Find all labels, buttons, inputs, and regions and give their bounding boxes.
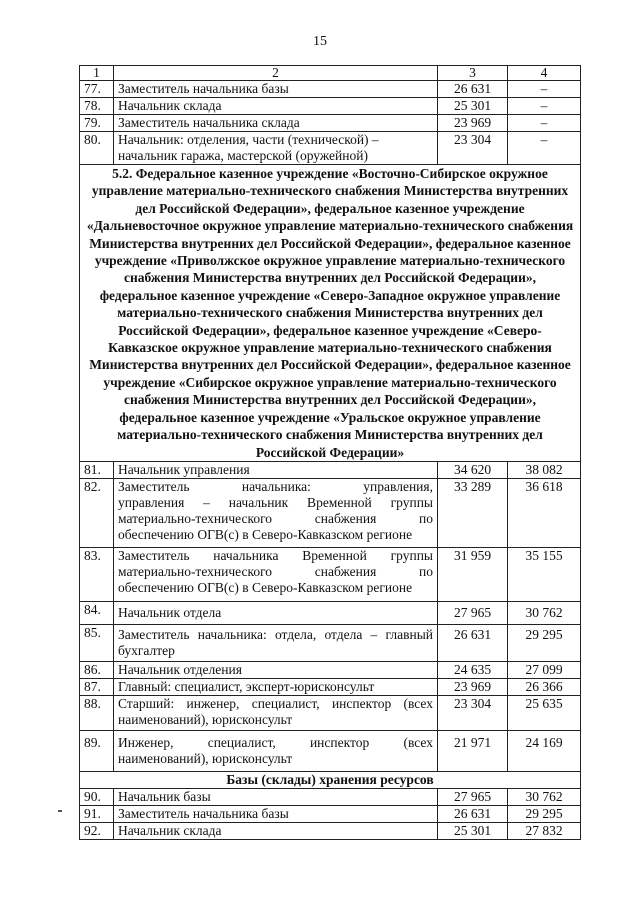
scan-mark bbox=[58, 810, 62, 812]
row-salary-2: – bbox=[508, 98, 581, 115]
page-number: 15 bbox=[313, 34, 327, 49]
row-position: Начальник управления bbox=[114, 461, 438, 478]
position-line: обеспечению ОГВ(с) в Северо-Кавказском регионе bbox=[118, 526, 413, 542]
row-number: 90. bbox=[80, 788, 114, 805]
row-salary-2: 29 295 bbox=[508, 805, 581, 822]
row-number: 85. bbox=[80, 624, 114, 661]
header-col-4: 4 bbox=[508, 66, 581, 81]
row-salary-2: 35 155 bbox=[508, 547, 581, 601]
row-salary-1: 23 304 bbox=[438, 695, 508, 730]
row-salary-2: 27 832 bbox=[508, 822, 581, 839]
row-number: 89. bbox=[80, 730, 114, 771]
position-line: управления – начальник Временной группы bbox=[118, 494, 433, 510]
subsection-row bbox=[80, 771, 581, 788]
row-salary-1: 24 635 bbox=[438, 661, 508, 678]
position-line: материально-технического снабжения по bbox=[118, 510, 433, 526]
row-number: 92. bbox=[80, 822, 114, 839]
row-number: 84. bbox=[80, 601, 114, 624]
table-row bbox=[80, 547, 581, 601]
table-row bbox=[80, 115, 581, 132]
row-position: Начальник отдела bbox=[114, 601, 438, 624]
row-salary-1: 34 620 bbox=[438, 461, 508, 478]
row-salary-2: 25 635 bbox=[508, 695, 581, 730]
row-position bbox=[114, 624, 438, 661]
position-line: обеспечению ОГВ(с) в Северо-Кавказском регионе bbox=[118, 579, 413, 595]
position-line: Заместитель начальника: отдела, отдела – главный bbox=[118, 626, 433, 642]
position-line: наименований), юрисконсульт bbox=[118, 750, 293, 766]
row-number: 87. bbox=[80, 678, 114, 695]
position-line: Старший: инженер, специалист, инспектор (всех bbox=[118, 695, 433, 711]
row-position: Начальник склада bbox=[114, 98, 438, 115]
table-row bbox=[80, 601, 581, 624]
row-salary-1: 33 289 bbox=[438, 478, 508, 547]
row-number: 79. bbox=[80, 115, 114, 132]
row-number: 77. bbox=[80, 81, 114, 98]
table-row bbox=[80, 695, 581, 730]
row-salary-2: 29 295 bbox=[508, 624, 581, 661]
row-salary-1: 27 965 bbox=[438, 788, 508, 805]
row-number: 91. bbox=[80, 805, 114, 822]
row-position bbox=[114, 132, 438, 165]
row-number: 81. bbox=[80, 461, 114, 478]
position-line: Заместитель начальника Временной группы bbox=[118, 547, 433, 563]
header-col-2: 2 bbox=[114, 66, 438, 81]
row-salary-1: 21 971 bbox=[438, 730, 508, 771]
row-salary-2: 30 762 bbox=[508, 788, 581, 805]
row-salary-1: 23 304 bbox=[438, 132, 508, 165]
row-number: 86. bbox=[80, 661, 114, 678]
row-position bbox=[114, 478, 438, 547]
row-salary-2: 36 618 bbox=[508, 478, 581, 547]
table-header-row bbox=[80, 66, 581, 81]
row-salary-1: 23 969 bbox=[438, 115, 508, 132]
row-salary-2: – bbox=[508, 81, 581, 98]
row-salary-1: 31 959 bbox=[438, 547, 508, 601]
table-row bbox=[80, 805, 581, 822]
position-line: наименований), юрисконсульт bbox=[118, 711, 293, 727]
row-position: Начальник базы bbox=[114, 788, 438, 805]
table-row bbox=[80, 98, 581, 115]
row-position bbox=[114, 695, 438, 730]
salary-table bbox=[79, 65, 581, 840]
position-line: Инженер, специалист, инспектор (всех bbox=[118, 734, 433, 750]
row-position bbox=[114, 730, 438, 771]
position-line: Заместитель начальника: управления, bbox=[118, 478, 433, 494]
row-position: Заместитель начальника базы bbox=[114, 81, 438, 98]
row-number: 82. bbox=[80, 478, 114, 547]
row-number: 88. bbox=[80, 695, 114, 730]
row-position: Заместитель начальника склада bbox=[114, 115, 438, 132]
row-number: 83. bbox=[80, 547, 114, 601]
row-salary-2: 24 169 bbox=[508, 730, 581, 771]
row-salary-2: – bbox=[508, 132, 581, 165]
row-salary-1: 26 631 bbox=[438, 805, 508, 822]
section-title: 5.2. Федеральное казенное учреждение «Восточно-Сибирское окружное управление материально-технического снабжения Министерства внутренних дел Российской Федерации», федеральное казенное учреждение «Дальневосточное окружное управление материально-технического снабжения Министерства внутренних дел Российской Федерации», федеральное казенное учреждение «Приволжское окружное управление материально-технического снабжения Министерства внутренних дел Российской Федерации», федеральное казенное учреждение «Северо-Западное окружное управление материально-технического снабжения Министерства внутренних дел Российской Федерации», федеральное казенное учреждение «Северо-Кавказское окружное управление материально-технического снабжения Министерства внутренних дел Российской Федерации», федеральное казенное учреждение «Сибирское окружное управление материально-технического снабжения Министерства внутренних дел Российской Федерации», федеральное казенное учреждение «Уральское окружное управление материально-технического снабжения Министерства внутренних дел Российской Федерации» bbox=[80, 165, 581, 462]
row-position: Начальник склада bbox=[114, 822, 438, 839]
table-row bbox=[80, 661, 581, 678]
row-position: Заместитель начальника базы bbox=[114, 805, 438, 822]
row-salary-1: 27 965 bbox=[438, 601, 508, 624]
row-salary-2: 38 082 bbox=[508, 461, 581, 478]
table-row bbox=[80, 132, 581, 165]
table-row bbox=[80, 478, 581, 547]
row-salary-1: 23 969 bbox=[438, 678, 508, 695]
table-row bbox=[80, 678, 581, 695]
row-salary-1: 25 301 bbox=[438, 822, 508, 839]
table-row bbox=[80, 822, 581, 839]
header-col-1: 1 bbox=[80, 66, 114, 81]
position-line: материально-технического снабжения по bbox=[118, 563, 433, 579]
section-row bbox=[80, 165, 581, 462]
header-col-3: 3 bbox=[438, 66, 508, 81]
row-salary-2: – bbox=[508, 115, 581, 132]
table-row bbox=[80, 461, 581, 478]
row-salary-2: 26 366 bbox=[508, 678, 581, 695]
row-salary-2: 27 099 bbox=[508, 661, 581, 678]
position-line: бухгалтер bbox=[118, 642, 175, 658]
table-row bbox=[80, 81, 581, 98]
subsection-title: Базы (склады) хранения ресурсов bbox=[80, 771, 581, 788]
row-position: Начальник отделения bbox=[114, 661, 438, 678]
position-line: Начальник: отделения, части (технической) – bbox=[118, 132, 379, 147]
table-row bbox=[80, 624, 581, 661]
position-line: начальник гаража, мастерской (оружейной) bbox=[118, 148, 368, 163]
row-salary-1: 26 631 bbox=[438, 81, 508, 98]
table-row bbox=[80, 788, 581, 805]
row-number: 78. bbox=[80, 98, 114, 115]
row-number: 80. bbox=[80, 132, 114, 165]
row-position: Главный: специалист, эксперт-юрисконсульт bbox=[114, 678, 438, 695]
table-row bbox=[80, 730, 581, 771]
row-salary-1: 25 301 bbox=[438, 98, 508, 115]
row-salary-2: 30 762 bbox=[508, 601, 581, 624]
row-salary-1: 26 631 bbox=[438, 624, 508, 661]
row-position bbox=[114, 547, 438, 601]
